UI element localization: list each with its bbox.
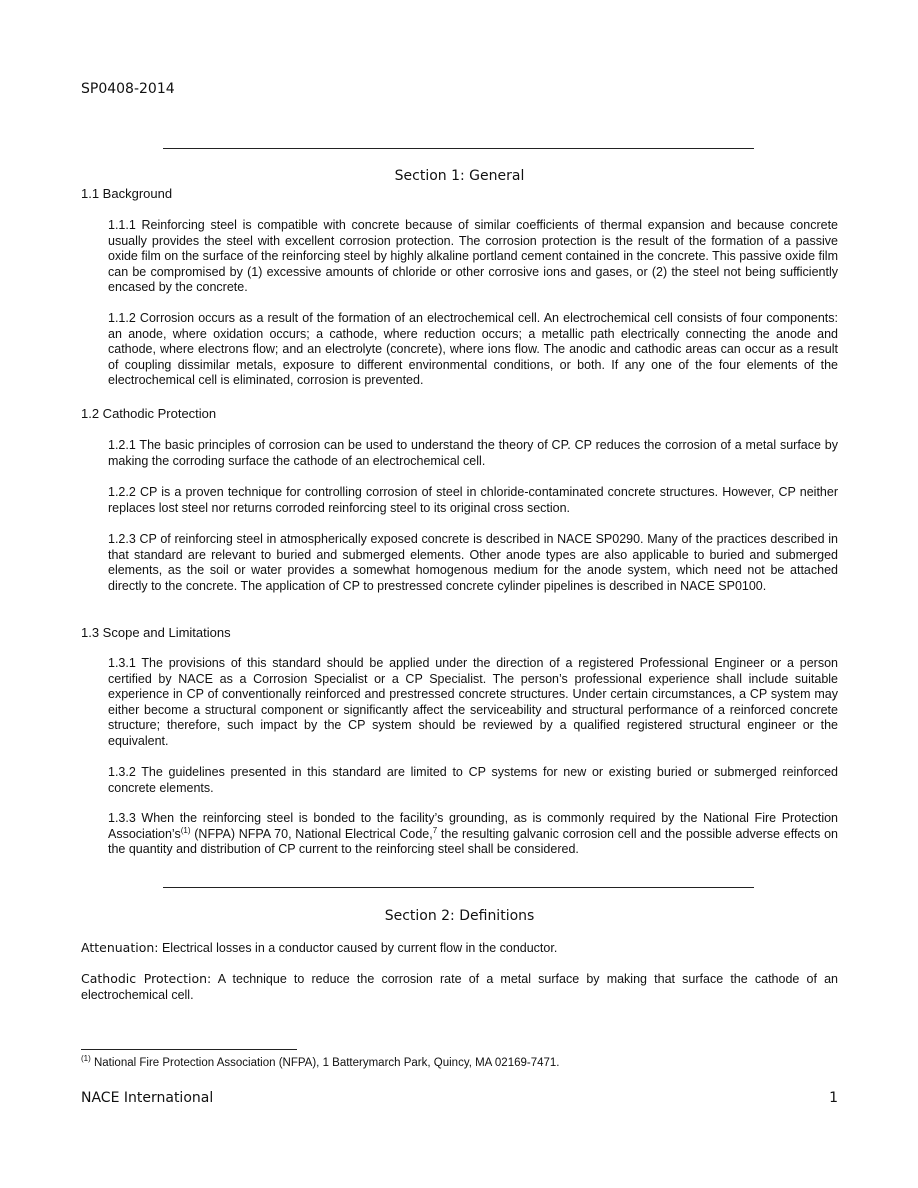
paragraph-1-3-1: 1.3.1 The provisions of this standard should be applied under the direction of a registered Professional Engineer or a person certified by NACE as a Corrosion Specialist or a CP Specialist. The person’s professional experience shall include suitable experience in CP of conventionally reinforced and prestressed concrete structures. Under certain circumstances, a CP system may either become a structural component or significantly affect the serviceability and structural performance of a reinforced concrete structure; therefore, such impact by the CP system should be reviewed by a qualified registered structural engineer or the equivalent. — [108, 656, 838, 748]
reference-number: 7 — [432, 825, 438, 835]
paragraph-1-3-3-part-c: the resulting galvanic corrosion cell and the possible adverse effects on the quantity and distribution of CP current to the reinforcing steel shall be considered. — [108, 826, 838, 857]
definition-text: A technique to reduce the corrosion rate of a metal surface by making that surface the cathode of an electrochemical cell. — [81, 972, 839, 1002]
definition-term: Attenuation: — [81, 940, 159, 955]
footnote-divider — [81, 1049, 297, 1050]
paragraph-1-3-3-part-b: (NFPA) NFPA 70, National Electrical Code, — [190, 826, 433, 841]
heading-1-1: 1.1 Background — [81, 186, 173, 201]
paragraph-1-1-1: 1.1.1 Reinforcing steel is compatible with concrete because of similar coefficients of thermal expansion and because concrete usually provides the steel with excellent corrosion protection. The corrosion protection is the result of the formation of a passive oxide film on the surface of the reinforcing steel by highly alkaline portland cement contained in the concrete. This passive oxide film can be compromised by (1) excessive amounts of chloride or other corrosive ions and gases, or (2) the steel not being sufficiently encased by the concrete. — [108, 218, 838, 295]
definition-text: Electrical losses in a conductor caused by current flow in the conductor. — [158, 941, 558, 955]
document-id: SP0408-2014 — [81, 81, 175, 97]
footer-organization: NACE International — [81, 1090, 214, 1106]
footnote — [81, 1054, 560, 1069]
paragraph-1-1-2: 1.1.2 Corrosion occurs as a result of the formation of an electrochemical cell. An electrochemical cell consists of four components: an anode, where oxidation occurs; a cathode, where reduction occurs; a metallic path electrically connecting the anode and cathode, where electrons flow; and an electrolyte (concrete), where ions flow. The anodic and cathodic areas can occur as a result of coupling dissimilar metals, exposure to different environmental conditions, or both. If any one of the four elements of the electrochemical cell is eliminated, corrosion is prevented. — [108, 311, 838, 388]
heading-1-3: 1.3 Scope and Limitations — [81, 625, 231, 640]
definition-attenuation — [81, 940, 838, 957]
footnote-marker: (1) — [81, 1054, 91, 1064]
section-1-title: Section 1: General — [394, 168, 525, 184]
paragraph-1-2-3: 1.2.3 CP of reinforcing steel in atmospherically exposed concrete is described in NACE SP0290. Many of the practices described in that standard are relevant to buried and submerged elements. Other anode types are also applicable to buried and submerged elements, as the soil or water provides a somewhat homogenous medium for the anode system, which need not be attached directly to the concrete. The application of CP to prestressed concrete cylinder pipelines is described in NACE SP0100. — [108, 532, 838, 593]
paragraph-1-3-3 — [108, 811, 838, 858]
section-divider — [163, 148, 754, 149]
section-divider — [163, 887, 754, 888]
definition-cathodic-protection — [81, 971, 838, 1003]
paragraph-1-2-1: 1.2.1 The basic principles of corrosion can be used to understand the theory of CP. CP reduces the corrosion of a metal surface by making the corroding surface the cathode of an electrochemical cell. — [108, 438, 838, 468]
definition-term: Cathodic Protection: — [81, 971, 212, 986]
section-2-title: Section 2: Definitions — [384, 908, 535, 924]
paragraph-1-3-3-part-a: 1.3.3 When the reinforcing steel is bonded to the facility’s grounding, as is commonly required by the National Fire Protection Association’s — [108, 811, 838, 841]
page-number: 1 — [829, 1090, 838, 1106]
footnote-reference: (1) — [180, 825, 191, 835]
heading-1-2: 1.2 Cathodic Protection — [81, 406, 217, 421]
paragraph-1-2-2: 1.2.2 CP is a proven technique for controlling corrosion of steel in chloride-contaminated concrete structures. However, CP neither replaces lost steel nor returns corroded reinforcing steel to its original cross section. — [108, 485, 838, 515]
paragraph-1-3-2: 1.3.2 The guidelines presented in this standard are limited to CP systems for new or existing buried or submerged reinforced concrete elements. — [108, 765, 838, 795]
footnote-text: National Fire Protection Association (NFPA), 1 Batterymarch Park, Quincy, MA 02169-7471. — [90, 1057, 560, 1069]
